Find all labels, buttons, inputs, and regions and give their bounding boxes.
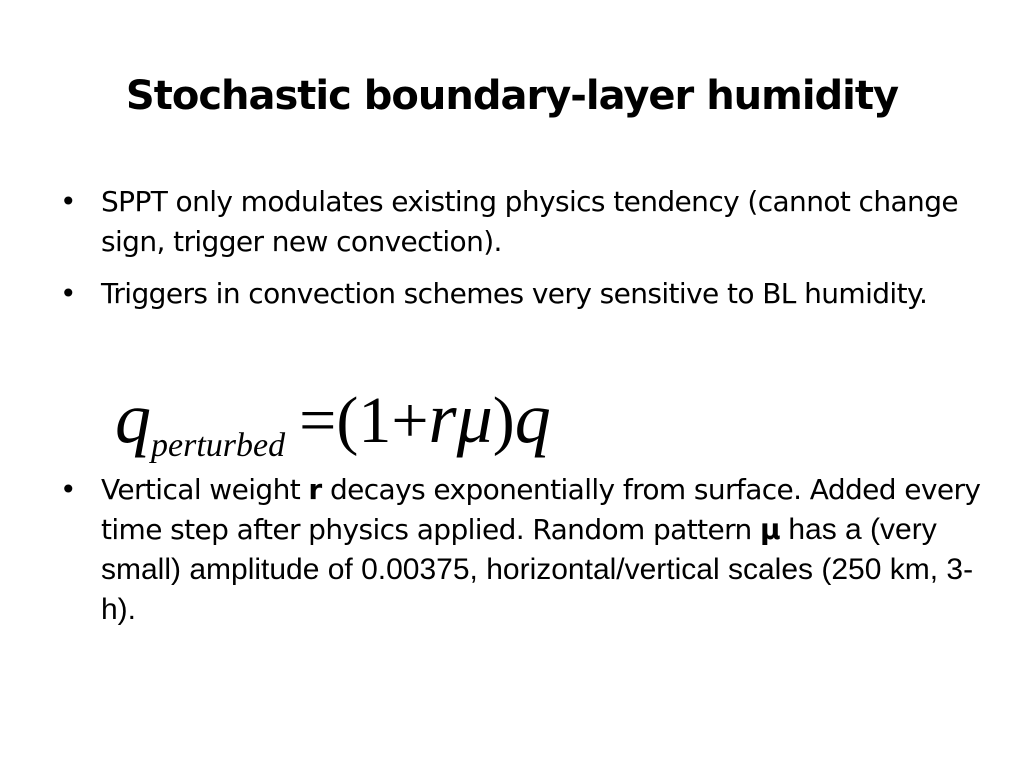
equation-subscript: perturbed [151,427,286,464]
bullet-glyph: • [60,277,76,310]
bullet-text-2: Triggers in convection schemes very sensitive to BL humidity. [101,277,928,310]
bullet-text-1: SPPT only modulates existing physics tendency (cannot change sign, trigger new convection). [101,185,959,258]
equation-rhs-q: q [514,378,551,458]
bullet-glyph: • [60,473,76,506]
bullet-item-1 [60,182,960,262]
bullet-glyph: • [60,185,76,218]
bullet-item-3 [60,470,1001,630]
bullet-text-3-part2: decays exponentially from surface. Added every time step after physics applied. Random pattern [101,473,981,546]
bullet-text-3-bold-mu: μ [759,513,780,546]
bullet-text-3-part1: Vertical weight [101,473,309,506]
bullet-item-2 [60,274,960,314]
bullet-text-3-part3: has a (very small) amplitude of 0.00375, horizontal/vertical scales (250 km, 3-h). [101,513,974,626]
equation-open-paren: ( [336,384,359,457]
bullet-text-3-bold-r: r [308,473,322,506]
equation-one: 1 [358,384,392,457]
equation-lhs-q: q [115,378,151,458]
slide-title: Stochastic boundary-layer humidity [125,73,899,119]
bullet-list [60,182,960,314]
equation-mu: μ [456,378,493,458]
equation-plus: + [391,384,429,457]
humidity-perturbation-equation [115,378,551,468]
equation-r: r [428,378,457,458]
equation-equals: = [299,384,337,457]
equation-close-paren: ) [492,384,515,457]
